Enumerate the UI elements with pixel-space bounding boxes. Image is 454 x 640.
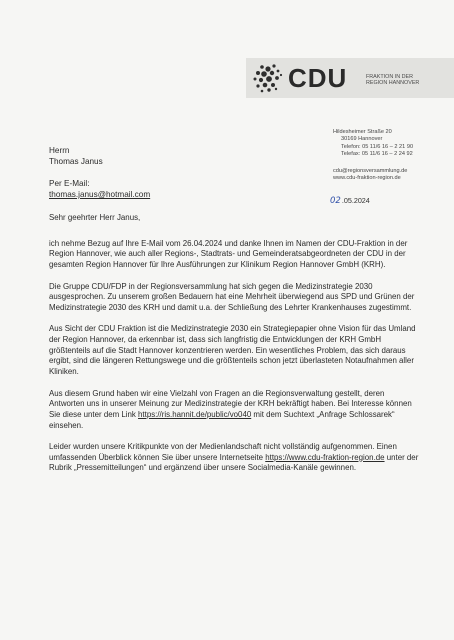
letter-salutation: Sehr geehrter Herr Janus, bbox=[49, 213, 141, 222]
letter-date bbox=[330, 196, 370, 206]
recipient-name: Thomas Janus bbox=[49, 157, 103, 166]
sender-web: www.cdu-fraktion-region.de bbox=[333, 175, 401, 182]
sender-phone: Telefon: 05 11/6 16 – 2 21 90 bbox=[341, 143, 414, 150]
ris-link[interactable]: https://ris.hannit.de/public/vo040 bbox=[138, 409, 252, 419]
letterhead-subtitle bbox=[366, 74, 419, 86]
website-link[interactable]: https://www.cdu-fraktion-region.de bbox=[265, 452, 385, 462]
date-rest: .05.2024 bbox=[341, 196, 370, 205]
cdu-logo-dots-icon bbox=[250, 60, 286, 96]
sender-city: 30169 Hannover bbox=[341, 136, 383, 143]
recipient-address bbox=[49, 145, 150, 200]
paragraph-2: Die Gruppe CDU/FDP in der Regionsversammlung hat sich gegen die Medizinstrategie 2030 ausgesprochen. Zu unserem großen Bedauern hat eine Mehrheit überwiegend aus SPD und Grünen der Medizinstrategie 2030 des KRH und damit u.a. der Schließung des Lehrter Krankenhauses zugestimmt. bbox=[49, 281, 415, 312]
logo-text: CDU bbox=[288, 63, 348, 93]
sender-fax: Telefax: 05 11/6 16 – 2 24 92 bbox=[341, 151, 413, 158]
subtitle-line-1: FRAKTION IN DER bbox=[366, 74, 414, 80]
handwritten-day: 02 bbox=[330, 196, 341, 206]
sender-email: cdu@regionsversammlung.de bbox=[333, 167, 408, 174]
paragraph-1: ich nehme Bezug auf Ihre E-Mail vom 26.04.2024 und danke Ihnen im Namen der CDU-Fraktion in der Region Hannover, wie auch aller Regions-, Stadtrats- und Gemeinderatsabgeordneten der CDU in der gesamten Region Hannover für Ihre Ausführungen zur Klinikum Region Hannover GmbH (KRH). bbox=[49, 238, 408, 270]
subtitle-line-2: REGION HANNOVER bbox=[366, 80, 420, 86]
paragraph-5 bbox=[49, 442, 421, 474]
paragraph-3: Aus Sicht der CDU Fraktion ist die Medizinstrategie 2030 ein Strategiepapier ohne Vision für das Umland der Region Hannover, da erkennbar ist, dass sich langfristig die Entwicklungen der KRH GmbH größtenteils auf die Stadt Hannover konzentrieren werden. Ein wesentliches Problem, das sich daraus ergibt, sind die längeren Rettungswege und die größtenteils schon jetzt überlasteten Notaufnahmen aller Kliniken. bbox=[49, 324, 416, 377]
sender-address bbox=[333, 129, 413, 182]
paragraph-5-text: Leider wurden unsere Kritikpunkte von der Medienlandschaft nicht vollständig aufgenommen. Einen umfassenden Überblick können Sie über unsere Internetseite bbox=[49, 442, 397, 462]
paragraph-4-text-end: mit dem Suchtext „Anfrage Schlossarek“ einsehen. bbox=[49, 409, 395, 430]
recipient-salutation: Herrn bbox=[49, 146, 70, 155]
recipient-email-label: Per E-Mail: bbox=[49, 179, 90, 188]
paragraph-4-text: Aus diesem Grund haben wir eine Vielzahl von Fragen an die Regionsverwaltung gestellt, deren Antworten uns in unserer Meinung zur Medizinstrategie der KRH bekräftigt haben. Bei Interesse können Sie diese unter dem Link bbox=[49, 388, 412, 419]
paragraph-5-text-end: unter der Rubrik „Pressemitteilungen“ und ergänzend über unsere Socialmedia-Kanäle gewinnen. bbox=[49, 452, 419, 473]
letter-body bbox=[49, 213, 421, 485]
sender-street: Hildesheimer Straße 20 bbox=[333, 129, 392, 135]
recipient-email-link[interactable]: thomas.janus@hotmail.com bbox=[49, 190, 151, 199]
letterhead bbox=[246, 58, 454, 98]
paragraph-4 bbox=[49, 389, 421, 432]
